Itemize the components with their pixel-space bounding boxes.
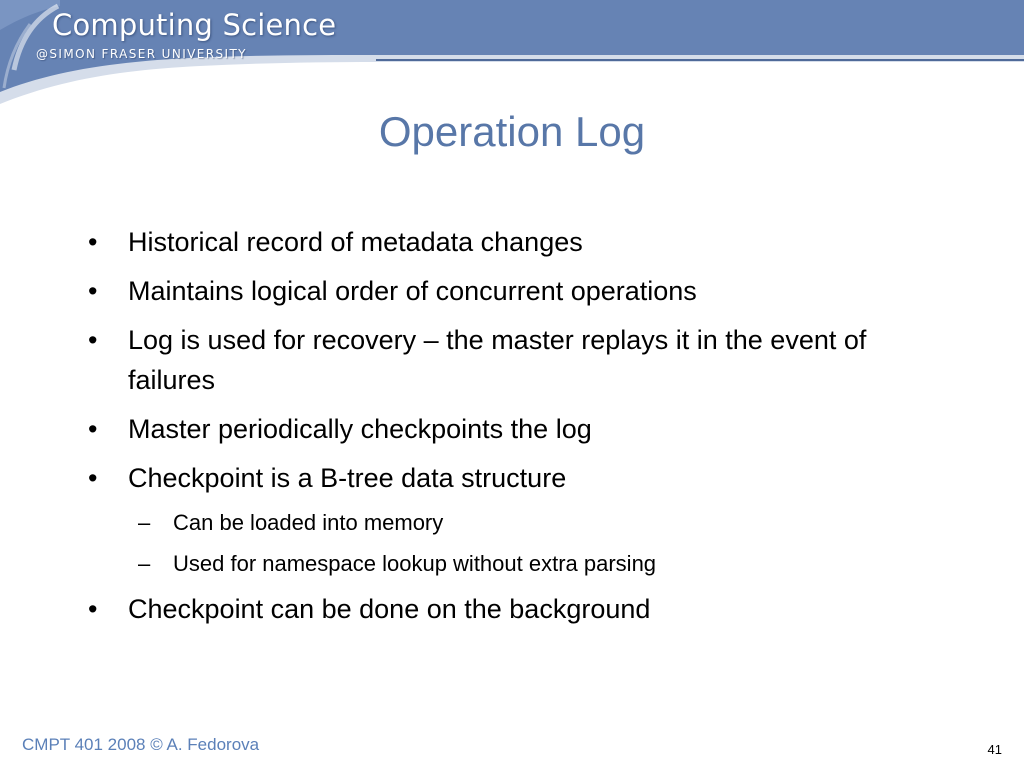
bullet-text: Log is used for recovery – the master replays it in the event of failures: [128, 325, 867, 395]
bullet-glyph: •: [88, 276, 98, 306]
bullet-item: [88, 222, 888, 262]
bullet-item: [88, 589, 888, 629]
bullet-item: [88, 409, 888, 449]
bullet-text: Master periodically checkpoints the log: [128, 414, 592, 444]
bullet-glyph: •: [88, 325, 98, 355]
bullet-glyph: •: [88, 414, 98, 444]
brand-subtitle: @SIMON FRASER UNIVERSITY: [36, 47, 247, 61]
bullet-list: [88, 222, 888, 638]
sub-bullet-glyph: –: [138, 510, 151, 535]
sub-bullet-glyph: –: [138, 551, 151, 576]
sub-bullet-item: [88, 548, 888, 580]
bullet-item: [88, 458, 888, 498]
bullet-item: [88, 271, 888, 311]
bullet-text: Checkpoint can be done on the background: [128, 594, 651, 624]
slide-title: Operation Log: [378, 108, 646, 155]
bullet-item: [88, 320, 888, 400]
bullet-text: Maintains logical order of concurrent operations: [128, 276, 697, 306]
bullet-text: Historical record of metadata changes: [128, 227, 583, 257]
sub-bullet-item: [88, 507, 888, 539]
sub-bullet-text: Can be loaded into memory: [173, 510, 444, 535]
footer-text: CMPT 401 2008 © A. Fedorova: [22, 735, 260, 754]
brand-title: Computing Science: [52, 8, 337, 42]
bullet-text: Checkpoint is a B-tree data structure: [128, 463, 567, 493]
sub-bullet-text: Used for namespace lookup without extra parsing: [173, 551, 657, 576]
header-banner: [0, 0, 1024, 110]
bullet-glyph: •: [88, 594, 98, 624]
bullet-glyph: •: [88, 463, 98, 493]
bullet-glyph: •: [88, 227, 98, 257]
page-number: 41: [987, 742, 1002, 757]
